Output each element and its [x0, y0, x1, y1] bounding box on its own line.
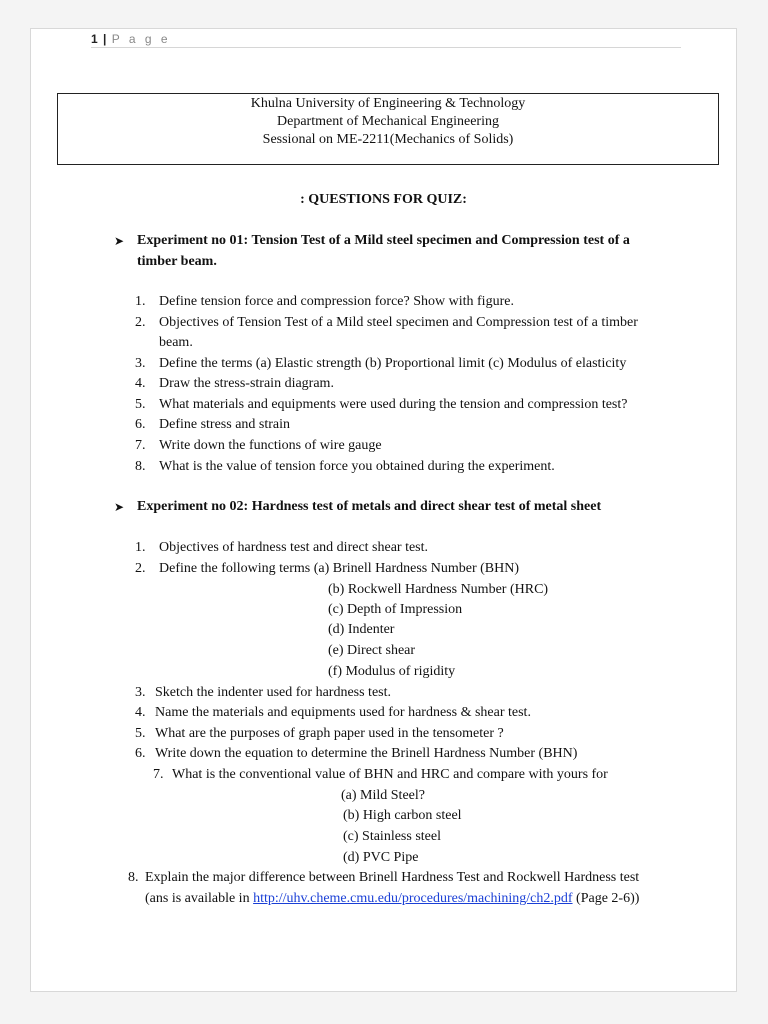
exp1-q4-text: Draw the stress-strain diagram. [159, 376, 334, 391]
exp1-q5-text: What materials and equipments were used during the tension and compression test? [159, 397, 628, 412]
exp1-q1-text: Define tension force and compression force? Show with figure. [159, 294, 514, 309]
page-header [91, 31, 171, 48]
university-name: Khulna University of Engineering & Technology [250, 96, 526, 111]
exp2-q3-num: 3. [135, 685, 146, 700]
bullet-arrow-icon: ➤ [114, 234, 125, 248]
exp2-q7-text: What is the conventional value of BHN and HRC and compare with yours for [172, 767, 608, 782]
exp2-q8-num: 8. [128, 870, 139, 885]
reference-link[interactable]: http://uhv.cheme.cmu.edu/procedures/machining/ch2.pdf [253, 891, 573, 906]
exp2-q8-answer-line [145, 890, 639, 907]
exp2-q6-text: Write down the equation to determine the Brinell Hardness Number (BHN) [155, 746, 578, 761]
exp1-q5-num: 5. [135, 397, 146, 412]
page-separator: | [103, 32, 108, 46]
exp2-q4-num: 4. [135, 705, 146, 720]
exp2-q5-text: What are the purposes of graph paper used in the tensometer ? [155, 726, 504, 741]
exp1-q8-num: 8. [135, 459, 146, 474]
header-rule [91, 47, 681, 48]
exp1-q4-num: 4. [135, 376, 146, 391]
department-name: Department of Mechanical Engineering [277, 114, 499, 129]
bullet-arrow-icon: ➤ [114, 500, 125, 514]
exp2-q2-sub-b: (b) Rockwell Hardness Number (HRC) [328, 582, 549, 597]
exp2-q7-sub-d: (d) PVC Pipe [343, 850, 419, 865]
exp1-q2-text-cont: beam. [159, 335, 193, 350]
exp2-q4-text: Name the materials and equipments used for hardness & shear test. [155, 705, 531, 720]
exp2-q2-num: 2. [135, 561, 146, 576]
exp1-q6-num: 6. [135, 417, 146, 432]
answer-prefix: (ans is available in [145, 891, 254, 906]
page-label: P a g e [111, 32, 171, 46]
exp2-q7-num: 7. [153, 767, 164, 782]
exp2-heading: Experiment no 02: Hardness test of metals and direct shear test of metal sheet [137, 499, 602, 514]
course-name: Sessional on ME-2211(Mechanics of Solids) [262, 132, 514, 147]
exp2-q3-text: Sketch the indenter used for hardness test. [155, 685, 391, 700]
page-number: 1 [91, 32, 99, 46]
exp2-q2-sub-f: (f) Modulus of rigidity [328, 664, 456, 679]
exp1-q2-num: 2. [135, 315, 146, 330]
exp2-q2-sub-d: (d) Indenter [328, 622, 395, 637]
exp2-q2-sub-e: (e) Direct shear [328, 643, 416, 658]
exp1-q7-text: Write down the functions of wire gauge [159, 438, 382, 453]
exp2-q5-num: 5. [135, 726, 146, 741]
exp1-q1-num: 1. [135, 294, 146, 309]
exp2-q8-text: Explain the major difference between Brinell Hardness Test and Rockwell Hardness test [145, 870, 640, 885]
exp2-q2-sub-c: (c) Depth of Impression [328, 602, 463, 617]
exp1-q8-text: What is the value of tension force you obtained during the experiment. [159, 459, 555, 474]
exp2-q7-sub-a: (a) Mild Steel? [341, 788, 425, 803]
exp2-q1-num: 1. [135, 540, 146, 555]
exp1-heading-line1: Experiment no 01: Tension Test of a Mild steel specimen and Compression test of a [137, 233, 630, 248]
exp1-q3-num: 3. [135, 356, 146, 371]
exp1-q6-text: Define stress and strain [159, 417, 291, 432]
exp2-q1-text: Objectives of hardness test and direct shear test. [159, 540, 429, 555]
exp1-q7-num: 7. [135, 438, 146, 453]
exp2-q7-sub-c: (c) Stainless steel [343, 829, 441, 844]
document-page [30, 28, 737, 992]
exp1-q2-text: Objectives of Tension Test of a Mild steel specimen and Compression test of a timber [159, 315, 638, 330]
exp1-q3-text: Define the terms (a) Elastic strength (b) Proportional limit (c) Modulus of elasticity [159, 356, 627, 371]
header-box [57, 93, 719, 165]
exp2-q6-num: 6. [135, 746, 146, 761]
exp1-heading-line2: timber beam. [137, 254, 217, 269]
exp2-q2-text: Define the following terms (a) Brinell Hardness Number (BHN) [159, 561, 520, 576]
answer-suffix: (Page 2-6)) [572, 891, 640, 906]
quiz-title: : QUESTIONS FOR QUIZ: [300, 192, 467, 207]
exp2-q7-sub-b: (b) High carbon steel [343, 808, 462, 823]
